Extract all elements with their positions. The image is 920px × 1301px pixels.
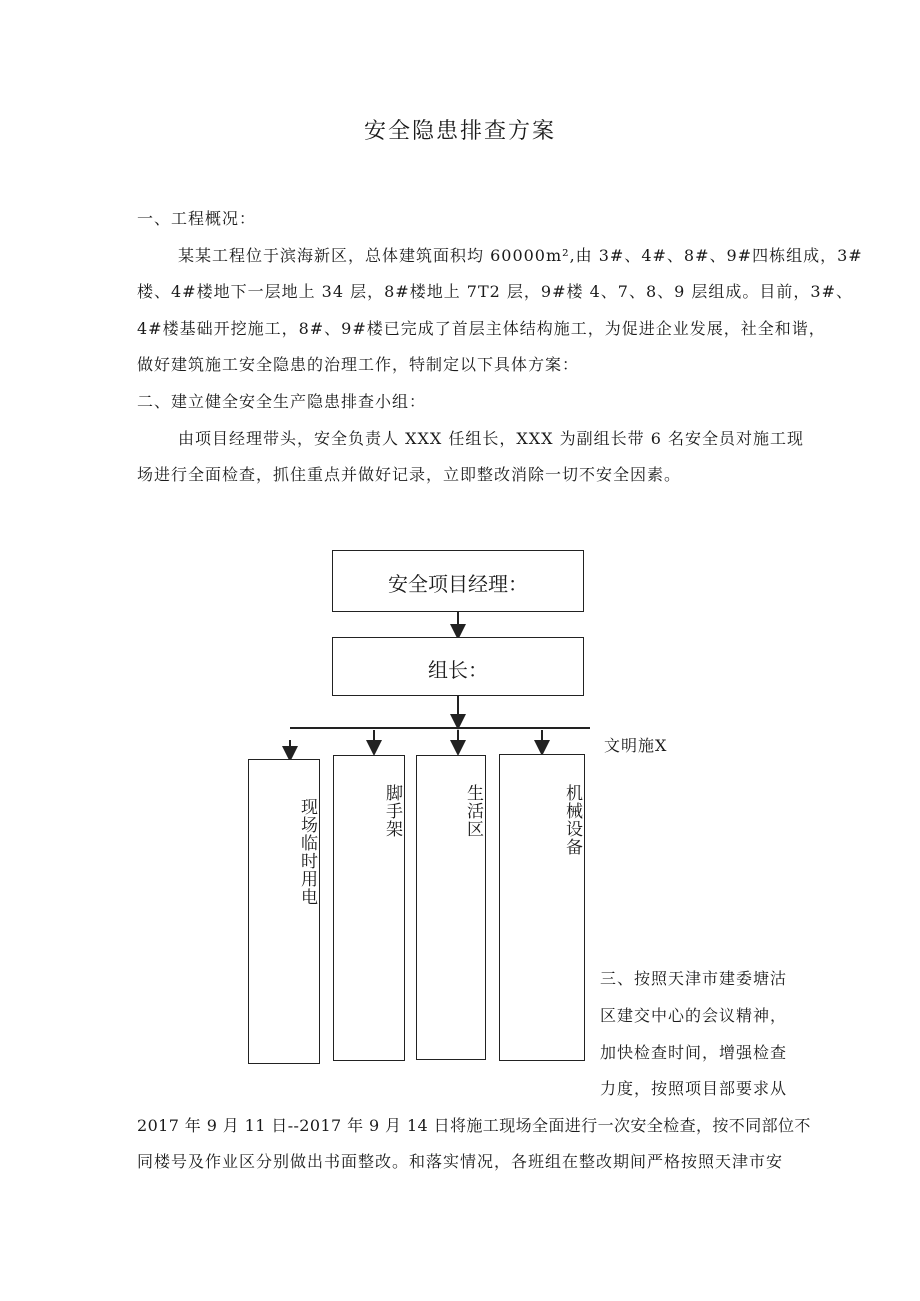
section3-line-3: 加快检查时间，增强检查: [600, 1043, 788, 1062]
org-branch-box-1: [248, 759, 320, 1064]
org-top-box-label: 安全项目经理：: [388, 572, 528, 596]
section3-line-1: 三、按照天津市建委塘沽: [600, 969, 788, 988]
section1-line-3: 4#楼基础开挖施工，8#、9#楼已完成了首层主体结构施工，为促进企业发展，社全和谐，: [137, 319, 826, 338]
org-second-box-label: 组长：: [428, 658, 488, 682]
org-branch-label-2: 脚手架: [382, 784, 402, 838]
org-branch-label-1: 现场临时用电: [297, 798, 317, 906]
org-top-box: [332, 550, 584, 612]
bottom-line-1: 2017 年 9 月 11 日--2017 年 9 月 14 日将施工现场全面进行一次安全检查，按不同部位不: [137, 1116, 811, 1135]
org-second-box: [332, 637, 584, 696]
org-side-label: 文明施X: [604, 736, 668, 755]
org-branch-box-2: [333, 755, 405, 1061]
section2-heading: 二、建立健全安全生产隐患排查小组：: [137, 392, 427, 411]
page-title: 安全隐患排查方案: [363, 119, 556, 144]
section1-line-4: 做好建筑施工安全隐患的治理工作，特制定以下具体方案：: [137, 355, 580, 374]
section2-line-1: 由项目经理带头，安全负责人 XXX 任组长，XXX 为副组长带 6 名安全员对施工现: [178, 429, 804, 448]
org-branch-box-3: [416, 755, 486, 1060]
org-branch-box-4: [499, 754, 585, 1061]
section3-line-2: 区建交中心的会议精神，: [600, 1006, 788, 1025]
section1-line-1: 某某工程位于滨海新区，总体建筑面积均 60000m²,由 3#、4#、8#、9#四栋组成，3#: [178, 246, 863, 265]
bottom-line-2: 同楼号及作业区分别做出书面整改。和落实情况，各班组在整改期间严格按照天津市安: [137, 1152, 784, 1171]
section1-line-2: 楼、4#楼地下一层地上 34 层，8#楼地上 7T2 层，9#楼 4、7、8、9 层组成。目前，3#、: [137, 282, 853, 301]
section3-line-4: 力度，按照项目部要求从: [600, 1079, 788, 1098]
org-branch-label-3: 生活区: [463, 784, 483, 838]
section2-line-2: 场进行全面检查，抓住重点并做好记录，立即整改消除一切不安全因素。: [137, 465, 682, 484]
section1-heading: 一、工程概况：: [137, 209, 257, 228]
org-branch-label-4: 机械设备: [562, 784, 582, 856]
